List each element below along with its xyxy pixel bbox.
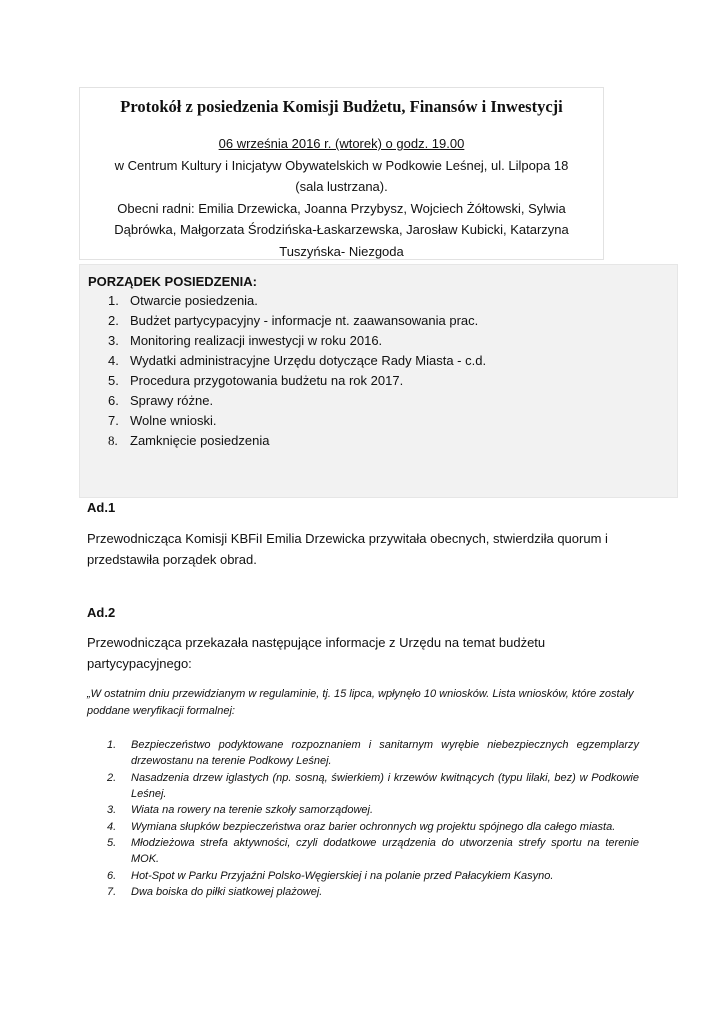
agenda-item <box>108 411 486 431</box>
agenda-item-number: 8. <box>108 433 118 448</box>
meeting-details <box>80 133 603 262</box>
proposal-text: Nasadzenia drzew iglastych (np. sosną, świerkiem) i krzewów kwitnących (typu lilaki, bez) w Podkowie Leśnej. <box>131 771 639 800</box>
agenda-item <box>108 431 486 451</box>
agenda-item-text: Monitoring realizacji inwestycji w roku 2016. <box>130 333 383 348</box>
proposal-number: 1. <box>107 739 117 751</box>
agenda-item <box>108 331 486 351</box>
proposal-text: Bezpieczeństwo podyktowane rozpoznaniem i sanitarnym wyrębie niebezpiecznych egzemplarzy drzewostanu na terenie Podkowy Leśnej. <box>131 739 639 767</box>
proposal-number: 5. <box>107 837 117 849</box>
agenda-item-number: 6. <box>108 393 119 408</box>
proposal-item <box>107 884 639 900</box>
agenda-list <box>108 291 486 451</box>
agenda-item-number: 4. <box>108 353 119 368</box>
agenda-item-text: Budżet partycypacyjny - informacje nt. zaawansowania prac. <box>130 313 479 328</box>
proposal-item <box>107 802 639 818</box>
document-title: Protokół z posiedzenia Komisji Budżetu, Finansów i Inwestycji <box>120 97 563 116</box>
proposal-item <box>107 770 639 802</box>
meeting-date: 06 września 2016 r. (wtorek) o godz. 19.00 <box>218 136 465 151</box>
proposal-number: 3. <box>107 804 117 816</box>
document-header <box>79 87 604 260</box>
agenda-item-number: 1. <box>108 293 119 308</box>
agenda-box <box>79 264 678 498</box>
proposal-item <box>107 835 639 867</box>
proposal-text: Wiata na rowery na terenie szkoły samorządowej. <box>131 804 374 816</box>
agenda-item-text: Wolne wnioski. <box>130 413 217 428</box>
proposal-text: Wymiana słupków bezpieczeństwa oraz barier ochronnych wg projektu spójnego dla całego miasta. <box>131 820 616 833</box>
proposal-text: Młodzieżowa strefa aktywności, czyli dodatkowe urządzenia do utworzenia strefy sportu na terenie MOK. <box>131 837 639 865</box>
proposal-number: 4. <box>107 820 117 833</box>
agenda-item-number: 5. <box>108 373 119 388</box>
agenda-item <box>108 291 486 311</box>
meeting-location-line-2: (sala lustrzana). <box>295 179 388 194</box>
agenda-item-text: Wydatki administracyjne Urzędu dotyczące Rady Miasta - c.d. <box>130 353 487 368</box>
ad2-heading: Ad.2 <box>87 605 116 620</box>
agenda-heading: PORZĄDEK POSIEDZENIA: <box>88 274 258 289</box>
ad1-heading: Ad.1 <box>87 500 116 515</box>
agenda-item <box>108 391 486 411</box>
attendees-line-3: Tuszyńska- Niezgoda <box>279 243 404 259</box>
proposals-list <box>107 737 639 901</box>
agenda-item-number: 3. <box>108 333 119 348</box>
proposal-item <box>107 868 639 884</box>
proposal-text: Hot-Spot w Parku Przyjaźni Polsko-Węgierskiej i na polanie przed Pałacykiem Kasyno. <box>131 869 554 882</box>
attendees-line-2: Dąbrówka, Małgorzata Środzińska-Łaskarzewska, Jarosław Kubicki, Katarzyna <box>114 222 569 237</box>
agenda-item <box>108 371 486 391</box>
agenda-item <box>108 311 486 331</box>
proposal-number: 6. <box>107 869 117 882</box>
agenda-item-text: Zamknięcie posiedzenia <box>130 433 270 448</box>
proposal-number: 7. <box>107 886 117 898</box>
proposal-item <box>107 737 639 769</box>
ad2-quote: „W ostatnim dniu przewidzianym w regulaminie, tj. 15 lipca, wpłynęło 10 wniosków. Lista wniosków, które zostały poddane weryfikacji formalnej: <box>87 688 634 717</box>
agenda-item-number: 7. <box>108 413 119 428</box>
proposal-number: 2. <box>107 771 117 784</box>
agenda-item-text: Sprawy różne. <box>130 393 214 408</box>
agenda-item-text: Otwarcie posiedzenia. <box>130 293 258 308</box>
meeting-location-line-1: w Centrum Kultury i Inicjatyw Obywatelskich w Podkowie Leśnej, ul. Lilpopa 18 <box>114 157 569 173</box>
ad1-paragraph: Przewodnicząca Komisji KBFiI Emilia Drzewicka przywitała obecnych, stwierdziła quorum i przedstawiła porządek obrad. <box>87 531 608 567</box>
agenda-item <box>108 351 486 371</box>
attendees-line-1: Obecni radni: Emilia Drzewicka, Joanna Przybysz, Wojciech Żółtowski, Sylwia <box>117 200 566 216</box>
ad2-intro-paragraph: Przewodnicząca przekazała następujące informacje z Urzędu na temat budżetu partycypacyjnego: <box>87 635 546 671</box>
proposal-item <box>107 819 639 835</box>
proposal-text: Dwa boiska do piłki siatkowej plażowej. <box>131 886 323 898</box>
agenda-item-number: 2. <box>108 313 119 328</box>
agenda-item-text: Procedura przygotowania budżetu na rok 2017. <box>130 373 404 388</box>
